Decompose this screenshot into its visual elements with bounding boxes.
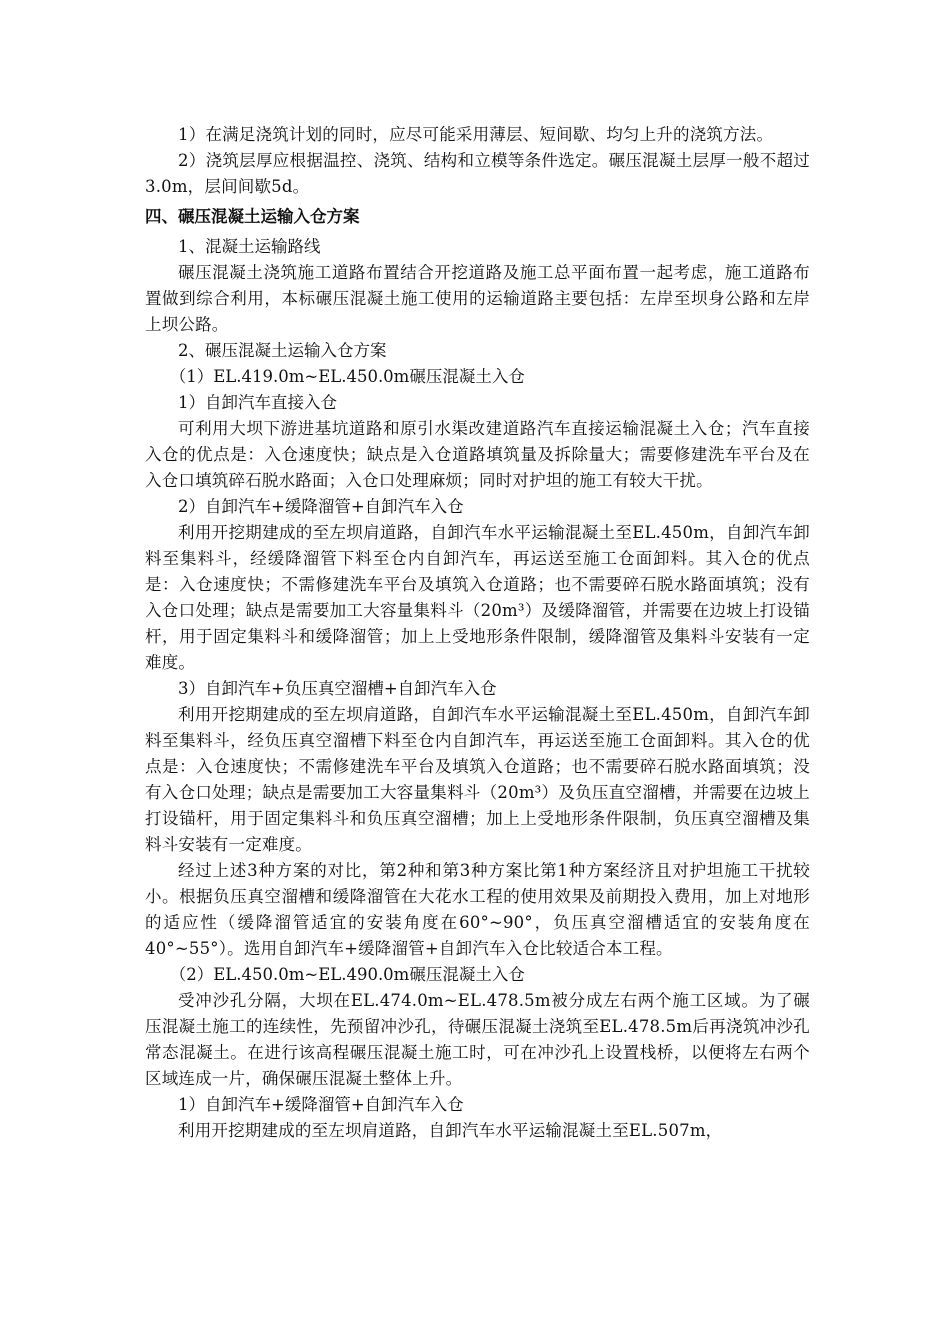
- document-body: [145, 122, 810, 1144]
- paragraph-slow-chute: 利用开挖期建成的至左坝肩道路，自卸汽车水平运输混凝土至EL.450m，自卸汽车卸料至集料斗，经缓降溜管下料至仓内自卸汽车，再运送至施工仓面卸料。其入仓的优点是：入仓速度快；不需修建洗车平台及填筑入仓道路；也不需要碎石脱水路面填筑；没有入仓口处理；缺点是需要加工大容量集料斗（20m³）及缓降溜管，并需要在边坡上打设锚杆，用于固定集料斗和缓降溜管；加上上受地形条件限制，缓降溜管及集料斗安装有一定难度。: [145, 523, 810, 672]
- subheading-transport-route: 1、混凝土运输路线: [178, 237, 321, 256]
- paragraph-vacuum-chute: 利用开挖期建成的至左坝肩道路，自卸汽车水平运输混凝土至EL.450m，自卸汽车卸料至集料斗，经负压真空溜槽下料至仓内自卸汽车，再运送至施工仓面卸料。其入仓的优点是：入仓速度快；不需修建洗车平台及填筑入仓道路；也不需要碎石脱水路面填筑；没有入仓口处理；缺点是需要加工大容量集料斗（20m³）及负压直空溜槽，并需要在边坡上打设锚杆，用于固定集料斗和负压真空溜槽；加上上受地形条件限制，负压真空溜槽及集料斗安装有一定难度。: [145, 705, 810, 854]
- subheading-el450-490: （2）EL.450.0m~EL.490.0m碾压混凝土入仓: [169, 965, 525, 984]
- paragraph-layer-thickness: 2）浇筑层厚应根据温控、浇筑、结构和立模等条件选定。碾压混凝土层厚一般不超过3.0m，层间间歇5d。: [145, 151, 810, 196]
- section-heading-transport: 四、碾压混凝土运输入仓方案: [145, 207, 360, 226]
- subheading-slow-chute: 2）自卸汽车+缓降溜管+自卸汽车入仓: [178, 497, 464, 516]
- subheading-slow-chute-2: 1）自卸汽车+缓降溜管+自卸汽车入仓: [178, 1095, 464, 1114]
- subheading-direct-truck: 1）自卸汽车直接入仓: [178, 393, 337, 412]
- paragraph-layer-method: 1）在满足浇筑计划的同时，应尽可能采用薄层、短间歇、均匀上升的浇筑方法。: [178, 125, 774, 144]
- subheading-el419-450: （1）EL.419.0m~EL.450.0m碾压混凝土入仓: [169, 367, 525, 386]
- paragraph-transport-route: 碾压混凝土浇筑施工道路布置结合开挖道路及施工总平面布置一起考虑，施工道路布置做到综合利用，本标碾压混凝土施工使用的运输道路主要包括：左岸至坝身公路和左岸上坝公路。: [145, 263, 810, 334]
- paragraph-comparison: 经过上述3种方案的对比，第2种和第3种方案比第1种方案经济且对护坦施工干扰较小。根据负压真空溜槽和缓降溜管在大花水工程的使用效果及前期投入费用，加上对地形的适应性（缓降溜管适宜的安装角度在60°~90°，负压真空溜槽适宜的安装角度在40°~55°）。选用自卸汽车+缓降溜管+自卸汽车入仓比较适合本工程。: [145, 861, 810, 958]
- subheading-transport-plan: 2、碾压混凝土运输入仓方案: [178, 341, 387, 360]
- subheading-vacuum-chute: 3）自卸汽车+负压真空溜槽+自卸汽车入仓: [178, 679, 497, 698]
- paragraph-sand-flush: 受冲沙孔分隔，大坝在EL.474.0m~EL.478.5m被分成左右两个施工区域。为了碾压混凝土施工的连续性，先预留冲沙孔，待碾压混凝土浇筑至EL.478.5m后再浇筑冲沙孔常态混凝土。在进行该高程碾压混凝土施工时，可在冲沙孔上设置栈桥，以便将左右两个区域连成一片，确保碾压混凝土整体上升。: [145, 991, 810, 1088]
- paragraph-slow-chute-2: 利用开挖期建成的至左坝肩道路，自卸汽车水平运输混凝土至EL.507m，: [178, 1121, 723, 1140]
- paragraph-direct-truck: 可利用大坝下游进基坑道路和原引水渠改建道路汽车直接运输混凝土入仓；汽车直接入仓的优点是：入仓速度快；缺点是入仓道路填筑量及拆除量大；需要修建洗车平台及在入仓口填筑碎石脱水路面；入仓口处理麻烦；同时对护坦的施工有较大干扰。: [145, 419, 810, 490]
